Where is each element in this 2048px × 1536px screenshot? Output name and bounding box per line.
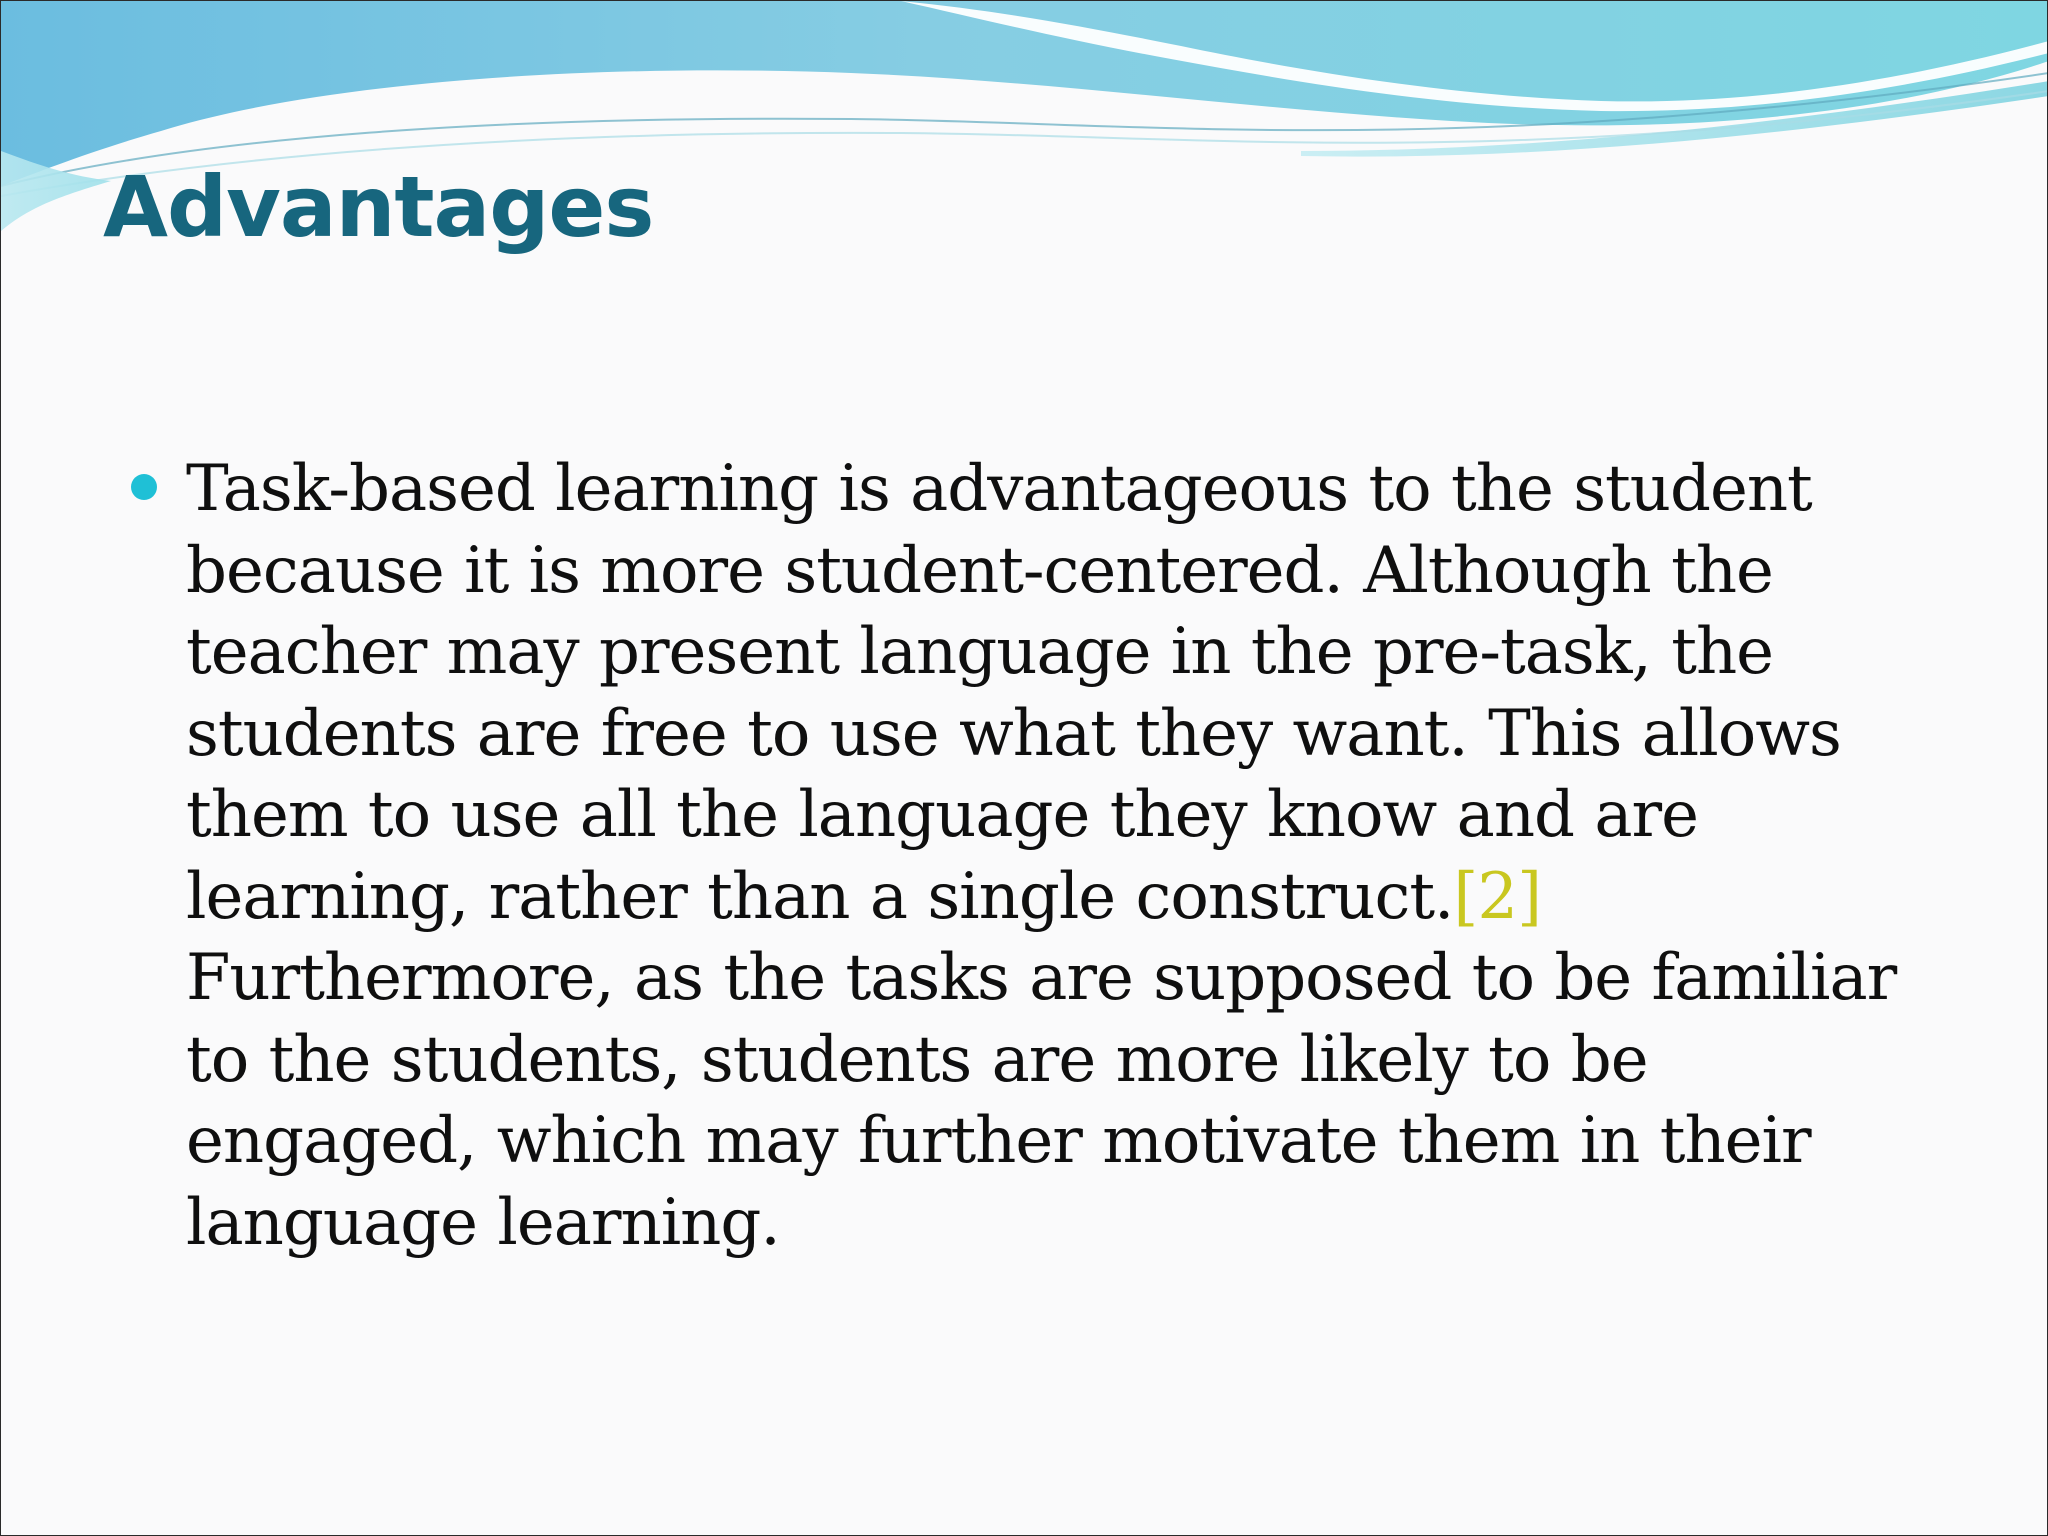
slide-body bbox=[131, 449, 2011, 1264]
bullet-line: teacher may present language in the pre-task, the bbox=[186, 615, 1774, 689]
bullet-line: Furthermore, as the tasks are supposed to be familiar bbox=[186, 941, 1897, 1015]
bullet-line: because it is more student-centered. Although the bbox=[186, 533, 1773, 608]
bullet-line: to the students, students are more likely to be bbox=[186, 1022, 1648, 1097]
slide-title: Advantages bbox=[103, 158, 654, 256]
bullet-text bbox=[186, 449, 2011, 1264]
bullet-line: learning, rather than a single construct. bbox=[186, 859, 1454, 934]
bullet-line: Task-based learning is advantageous to the student bbox=[186, 452, 1812, 526]
bullet-line-with-citation bbox=[186, 857, 2011, 939]
bullet-line: engaged, which may further motivate them in their bbox=[186, 1104, 1811, 1178]
bullet-item bbox=[131, 449, 2011, 1264]
bullet-icon bbox=[131, 474, 157, 500]
bullet-line: them to use all the language they know and are bbox=[186, 778, 1698, 852]
bullet-line: students are free to use what they want. This allows bbox=[186, 696, 1841, 771]
citation-link[interactable]: [2] bbox=[1453, 859, 1542, 934]
bullet-line: language learning. bbox=[186, 1185, 780, 1260]
